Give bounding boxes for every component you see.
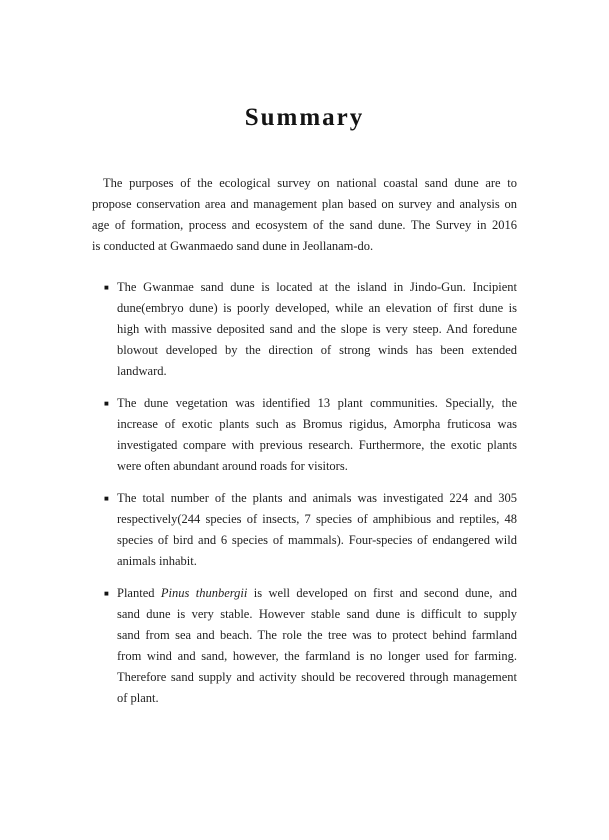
text-line: The Gwanmae sand dune is located at the island in Jindo-Gun. Incipient bbox=[117, 280, 517, 294]
text-line: respectively(244 species of insects, 7 species of amphibious and reptiles, 48 bbox=[117, 512, 517, 526]
list-item-gwanmae-dune bbox=[104, 277, 517, 382]
bullet-text bbox=[117, 583, 517, 709]
bullet-text bbox=[117, 393, 517, 477]
text-line: species of bird and 6 species of mammals). Four-species of endangered wild bbox=[117, 533, 517, 547]
text-line: animals inhabit. bbox=[117, 554, 197, 568]
text-line: of plant. bbox=[117, 691, 159, 705]
text-line: sand from sea and beach. The role the tree was to protect behind farmland bbox=[117, 628, 517, 642]
text-line: Therefore sand supply and activity should be recovered through management bbox=[117, 670, 517, 684]
square-bullet-icon: ■ bbox=[104, 283, 109, 292]
text-line: age of formation, process and ecosystem of the sand dune. The Survey in 2016 bbox=[92, 218, 517, 232]
text-line: is conducted at Gwanmaedo sand dune in Jeollanam-do. bbox=[92, 239, 374, 253]
square-bullet-icon: ■ bbox=[104, 399, 109, 408]
text-line: investigated compare with previous research. Furthermore, the exotic plants bbox=[117, 438, 517, 452]
list-item-pinus-thunbergii bbox=[104, 583, 517, 709]
intro-paragraph bbox=[92, 173, 517, 257]
page-content bbox=[0, 103, 609, 709]
text-line: landward. bbox=[117, 364, 167, 378]
text-line: The total number of the plants and animals was investigated 224 and 305 bbox=[117, 491, 517, 505]
text-line: from wind and sand, however, the farmland is no longer used for farming. bbox=[117, 649, 517, 663]
page-title: Summary bbox=[244, 104, 365, 131]
text-line: blowout developed by the direction of strong winds has been extended bbox=[117, 343, 517, 357]
text-line: high with massive deposited sand and the slope is very steep. And foredune bbox=[117, 322, 517, 336]
species-name-italic: Pinus thunbergii bbox=[160, 586, 248, 600]
text-line: propose conservation area and management plan based on survey and analysis on bbox=[92, 197, 517, 211]
list-item-plants-animals bbox=[104, 488, 517, 572]
text-line: increase of exotic plants such as Bromus rigidus, Amorpha fruticosa was bbox=[117, 417, 517, 431]
text-line: dune(embryo dune) is poorly developed, while an elevation of first dune is bbox=[117, 301, 517, 315]
square-bullet-icon: ■ bbox=[104, 589, 109, 598]
text-segment: Planted bbox=[117, 586, 161, 600]
text-line: The dune vegetation was identified 13 plant communities. Specially, the bbox=[117, 396, 517, 410]
list-item-vegetation bbox=[104, 393, 517, 477]
bullet-list bbox=[92, 277, 517, 709]
bullet-text bbox=[117, 277, 517, 382]
text-line: were often abundant around roads for visitors. bbox=[117, 459, 348, 473]
square-bullet-icon: ■ bbox=[104, 494, 109, 503]
text-segment: is well developed on first and second dune, and bbox=[247, 586, 517, 600]
text-line: The purposes of the ecological survey on national coastal sand dune are to bbox=[103, 176, 517, 190]
text-line: sand dune is very stable. However stable sand dune is difficult to supply bbox=[117, 607, 517, 621]
bullet-text bbox=[117, 488, 517, 572]
text-line bbox=[117, 583, 517, 604]
